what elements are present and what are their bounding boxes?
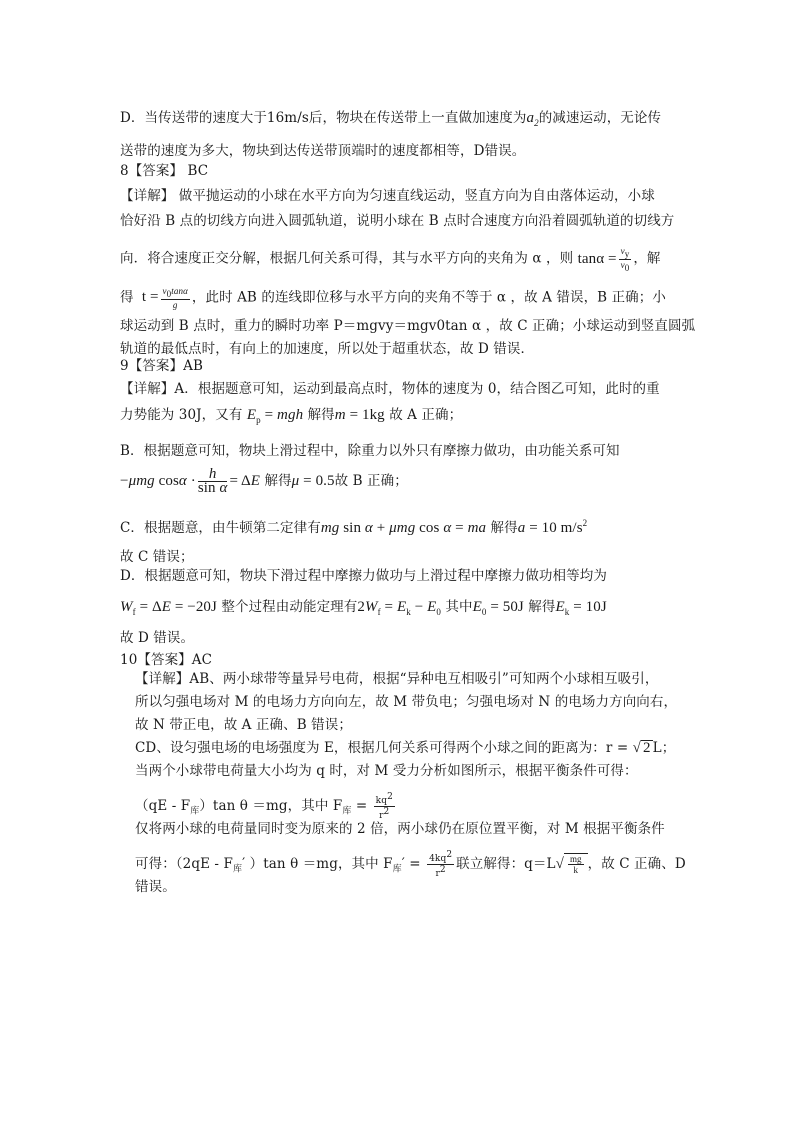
formula-coulomb: $\frac{kq^2}{r^2}$	[375, 792, 393, 821]
formula-mu: μ = 0.5	[291, 472, 335, 489]
formula-friction-work: −μmg cosα · $\frac{h}{\text{sin α}}$ = ΔE	[120, 466, 261, 496]
formula-energy-theorem: $2W_f = E_k - E_0$	[357, 599, 441, 617]
answer-10-line-6: $(qE - F_库)\tan$ θ ＝mg，其中 $F_库$ = $\frac{kq^2}{r^2}$	[135, 792, 393, 821]
formula-sqrt2: √ 2	[632, 740, 651, 756]
answer-8-line-2: 恰好沿 B 点的切线方向进入圆弧轨道，说明小球在 B 点时合速度方向沿着圆弧轨道的切线方	[120, 213, 675, 229]
answer-9-line-6: 故 C 错误；	[120, 549, 194, 565]
formula-ep: $E_p$ = mgh	[246, 407, 304, 425]
answer-10-line-3: 故 N 带正电，故 A 正确、B 错误；	[135, 717, 352, 733]
answer-9-line-3: B．根据题意可知，物块上滑过程中，除重力以外只有摩擦力做功，由功能关系可知	[120, 443, 620, 459]
answer-9-line-1: 【详解】A．根据题意可知，运动到最高点时，物体的速度为 0，结合图乙可知，此时的重	[120, 381, 660, 397]
answer-10-line-4: CD、设匀强电场的电场强度为 E，根据几何关系可得两个小球之间的距离为：r = √ 2 L；	[135, 740, 676, 756]
answer-9-line-2: 力势能为 30J，又有 $E_p$ = mgh 解得m = 1kg 故 A 正确；	[120, 407, 463, 425]
answer-10-line-9: 错误。	[135, 879, 176, 895]
answer-10-line-7: 仅将两小球的电荷量同时变为原来的 2 倍，两小球仍在原位置平衡，对 M 根据平衡条件	[135, 821, 665, 837]
formula-e0: $E_0 = 50J$	[472, 599, 524, 617]
formula-a2: $a_2$	[526, 110, 539, 128]
formula-t: t = $\frac{v_0\tan\alpha}{g}$	[138, 286, 188, 310]
answer-9-line-9: 故 D 错误。	[120, 630, 195, 646]
answer-10-heading: 10【答案】AC	[120, 652, 213, 668]
answer-9-line-8: $W_f = \Delta E = -20J$ 整个过程由动能定理有$2W_f = E_k - E_0$ 其中$E_0 = 50J$ 解得$E_k = 10J$	[120, 599, 607, 617]
answer-9-line-4: −μmg cosα · $\frac{h}{\text{sin α}}$ = ΔE 解得μ = 0.5故 B 正确；	[120, 466, 408, 496]
formula-m: m = 1kg	[334, 407, 385, 423]
answer-10-line-5: 当两个小球带电荷量大小均为 q 时，对 M 受力分析如图所示，根据平衡条件可得：	[135, 763, 638, 779]
formula-newton: mg sin α + μmg cos α = ma	[320, 520, 487, 536]
option-d-line-1: D．当传送带的速度大于16m/s后，物块在传送带上一直做加速度为$a_2$的减速运动，无论传	[120, 110, 662, 128]
formula-ek: $E_k = 10J$	[555, 599, 607, 617]
answer-8-line-6: 轨道的最低点时，有向上的加速度，所以处于超重状态，故 D 错误．	[120, 341, 535, 357]
option-d-line-2: 送带的速度为多大，物块到达传送带顶端时的速度都相等，D错误。	[120, 143, 526, 159]
answer-8-line-1: 【详解】 做平抛运动的小球在水平方向为匀速直线运动，竖直方向为自由落体运动，小球	[120, 188, 655, 204]
answer-8-line-3: 向．将合速度正交分解，根据几何关系可得，其与水平方向的夹角为 α ，则 tanα = $\frac{v_y}{v_0}$ ，解	[120, 246, 661, 273]
answer-9-line-7: D．根据题意可知，物块下滑过程中摩擦力做功与上滑过程中摩擦力做功相等均为	[120, 568, 607, 584]
formula-tan-alpha: tanα = $\frac{v_y}{v_0}$	[577, 246, 630, 273]
answer-8-line-5: 球运动到 B 点时，重力的瞬时功率 P＝mgvy＝mgv0tan α ，故 C 正确；小球运动到竖直圆弧	[120, 318, 696, 334]
answer-9-heading: 9【答案】AB	[120, 358, 203, 374]
answer-8-line-4: 得 t = $\frac{v_0\tan\alpha}{g}$ ，此时 AB 的连线即位移与水平方向的夹角不等于 α ，故 A 错误，B 正确；小	[120, 286, 666, 310]
formula-q-result: √ $\frac{mg}{k}$	[556, 856, 588, 872]
answer-9-line-5: C．根据题意，由牛顿第二定律有mg sin α + μmg cos α = ma 解得a = 10 $m/s^2$	[120, 518, 588, 536]
answer-10-line-2: 所以匀强电场对 M 的电场力方向向左，故 M 带负电；匀强电场对 N 的电场力方向向右，	[135, 694, 678, 710]
answer-10-line-8: 可得：（$2qE - F_库'$ ）tan θ ＝mg，其中 $F_库'$ = $\frac{4kq^2}{r^2}$ 联立解得：q＝L√ $\frac{mg}{k}$ ，故 C 正确、D	[135, 850, 686, 879]
formula-wf: $W_f = \Delta E = -20J$	[120, 599, 217, 617]
formula-coulomb-4: $\frac{4kq^2}{r^2}$	[429, 850, 453, 879]
answer-10-line-1: 【详解】AB、两小球带等量异号电荷，根据“异种电互相吸引”可知两个小球相互吸引，	[135, 671, 659, 687]
answer-8-heading: 8【答案】 BC	[120, 163, 209, 179]
formula-a: a = 10 $m/s^2$	[517, 518, 588, 536]
